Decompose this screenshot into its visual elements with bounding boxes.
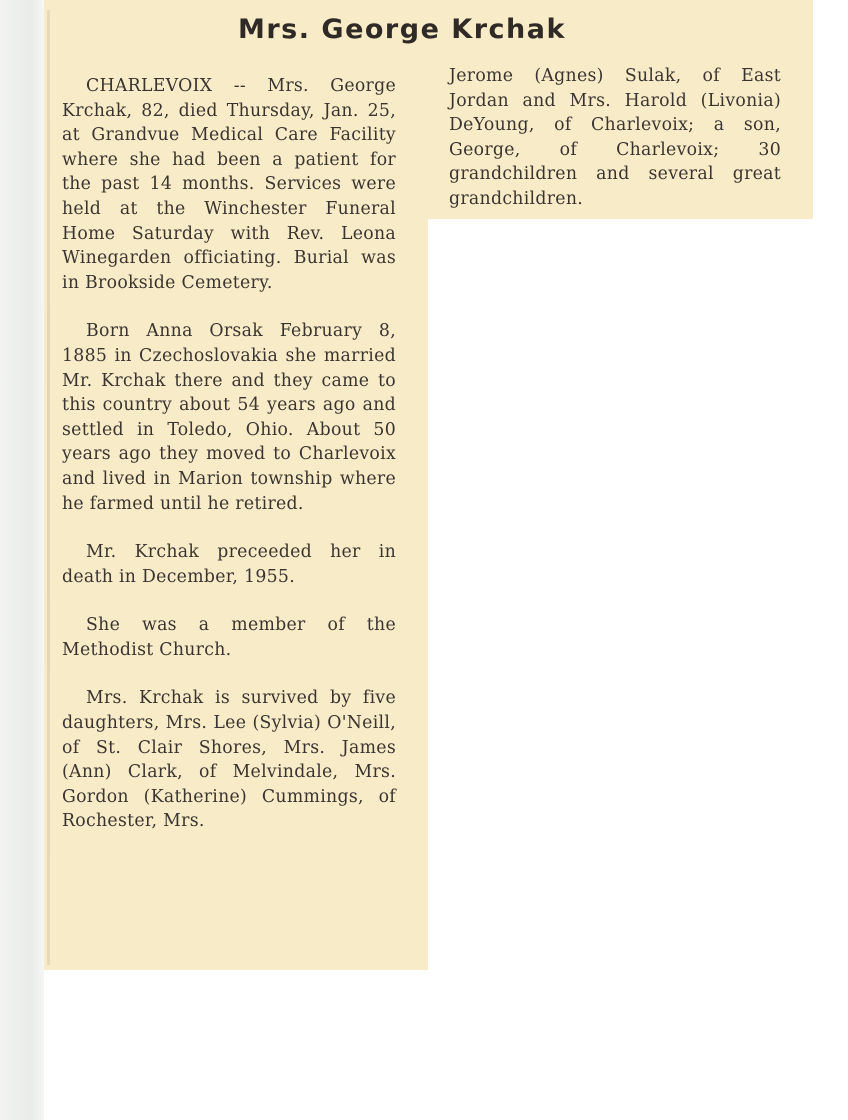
obituary-headline: Mrs. George Krchak [238,14,566,45]
paragraph-survivors-continued: Jerome (Agnes) Sulak, of East Jordan and Mrs. Harold (Livonia) DeYoung, of Charlevoix; a son, George, of Charlevoix; 30 grandchildren and several great grandchildren. [449,66,781,209]
paragraph-church: She was a member of the Methodist Church. [62,615,396,660]
paragraph-biography: Born Anna Orsak February 8, 1885 in Czechoslovakia she married Mr. Krchak there and they came to this country about 54 years ago and settled in Toledo, Ohio. About 50 years ago they moved to Charlevoix and lived in Marion township where he farmed until he retired. [62,321,396,514]
obituary-column-left [62,74,396,834]
paragraph-husband: Mr. Krchak preceeded her in death in December, 1955. [62,542,396,587]
scan-margin [0,0,44,1120]
paragraph-survivors: Mrs. Krchak is survived by five daughters, Mrs. Lee (Sylvia) O'Neill, of St. Clair Shores, Mrs. James (Ann) Clark, of Melvindale, Mrs. Gordon (Katherine) Cummings, of Rochester, Mrs. [62,688,396,832]
clipping-fold-line [47,10,50,965]
obituary-column-right [449,64,781,212]
paragraph-death-notice: CHARLEVOIX -- Mrs. George Krchak, 82, died Thursday, Jan. 25, at Grandvue Medical Care Facility where she had been a patient for the past 14 months. Services were held at the Winchester Funeral Home Saturday with Rev. Leona Winegarden officiating. Burial was in Brookside Cemetery. [62,76,396,293]
